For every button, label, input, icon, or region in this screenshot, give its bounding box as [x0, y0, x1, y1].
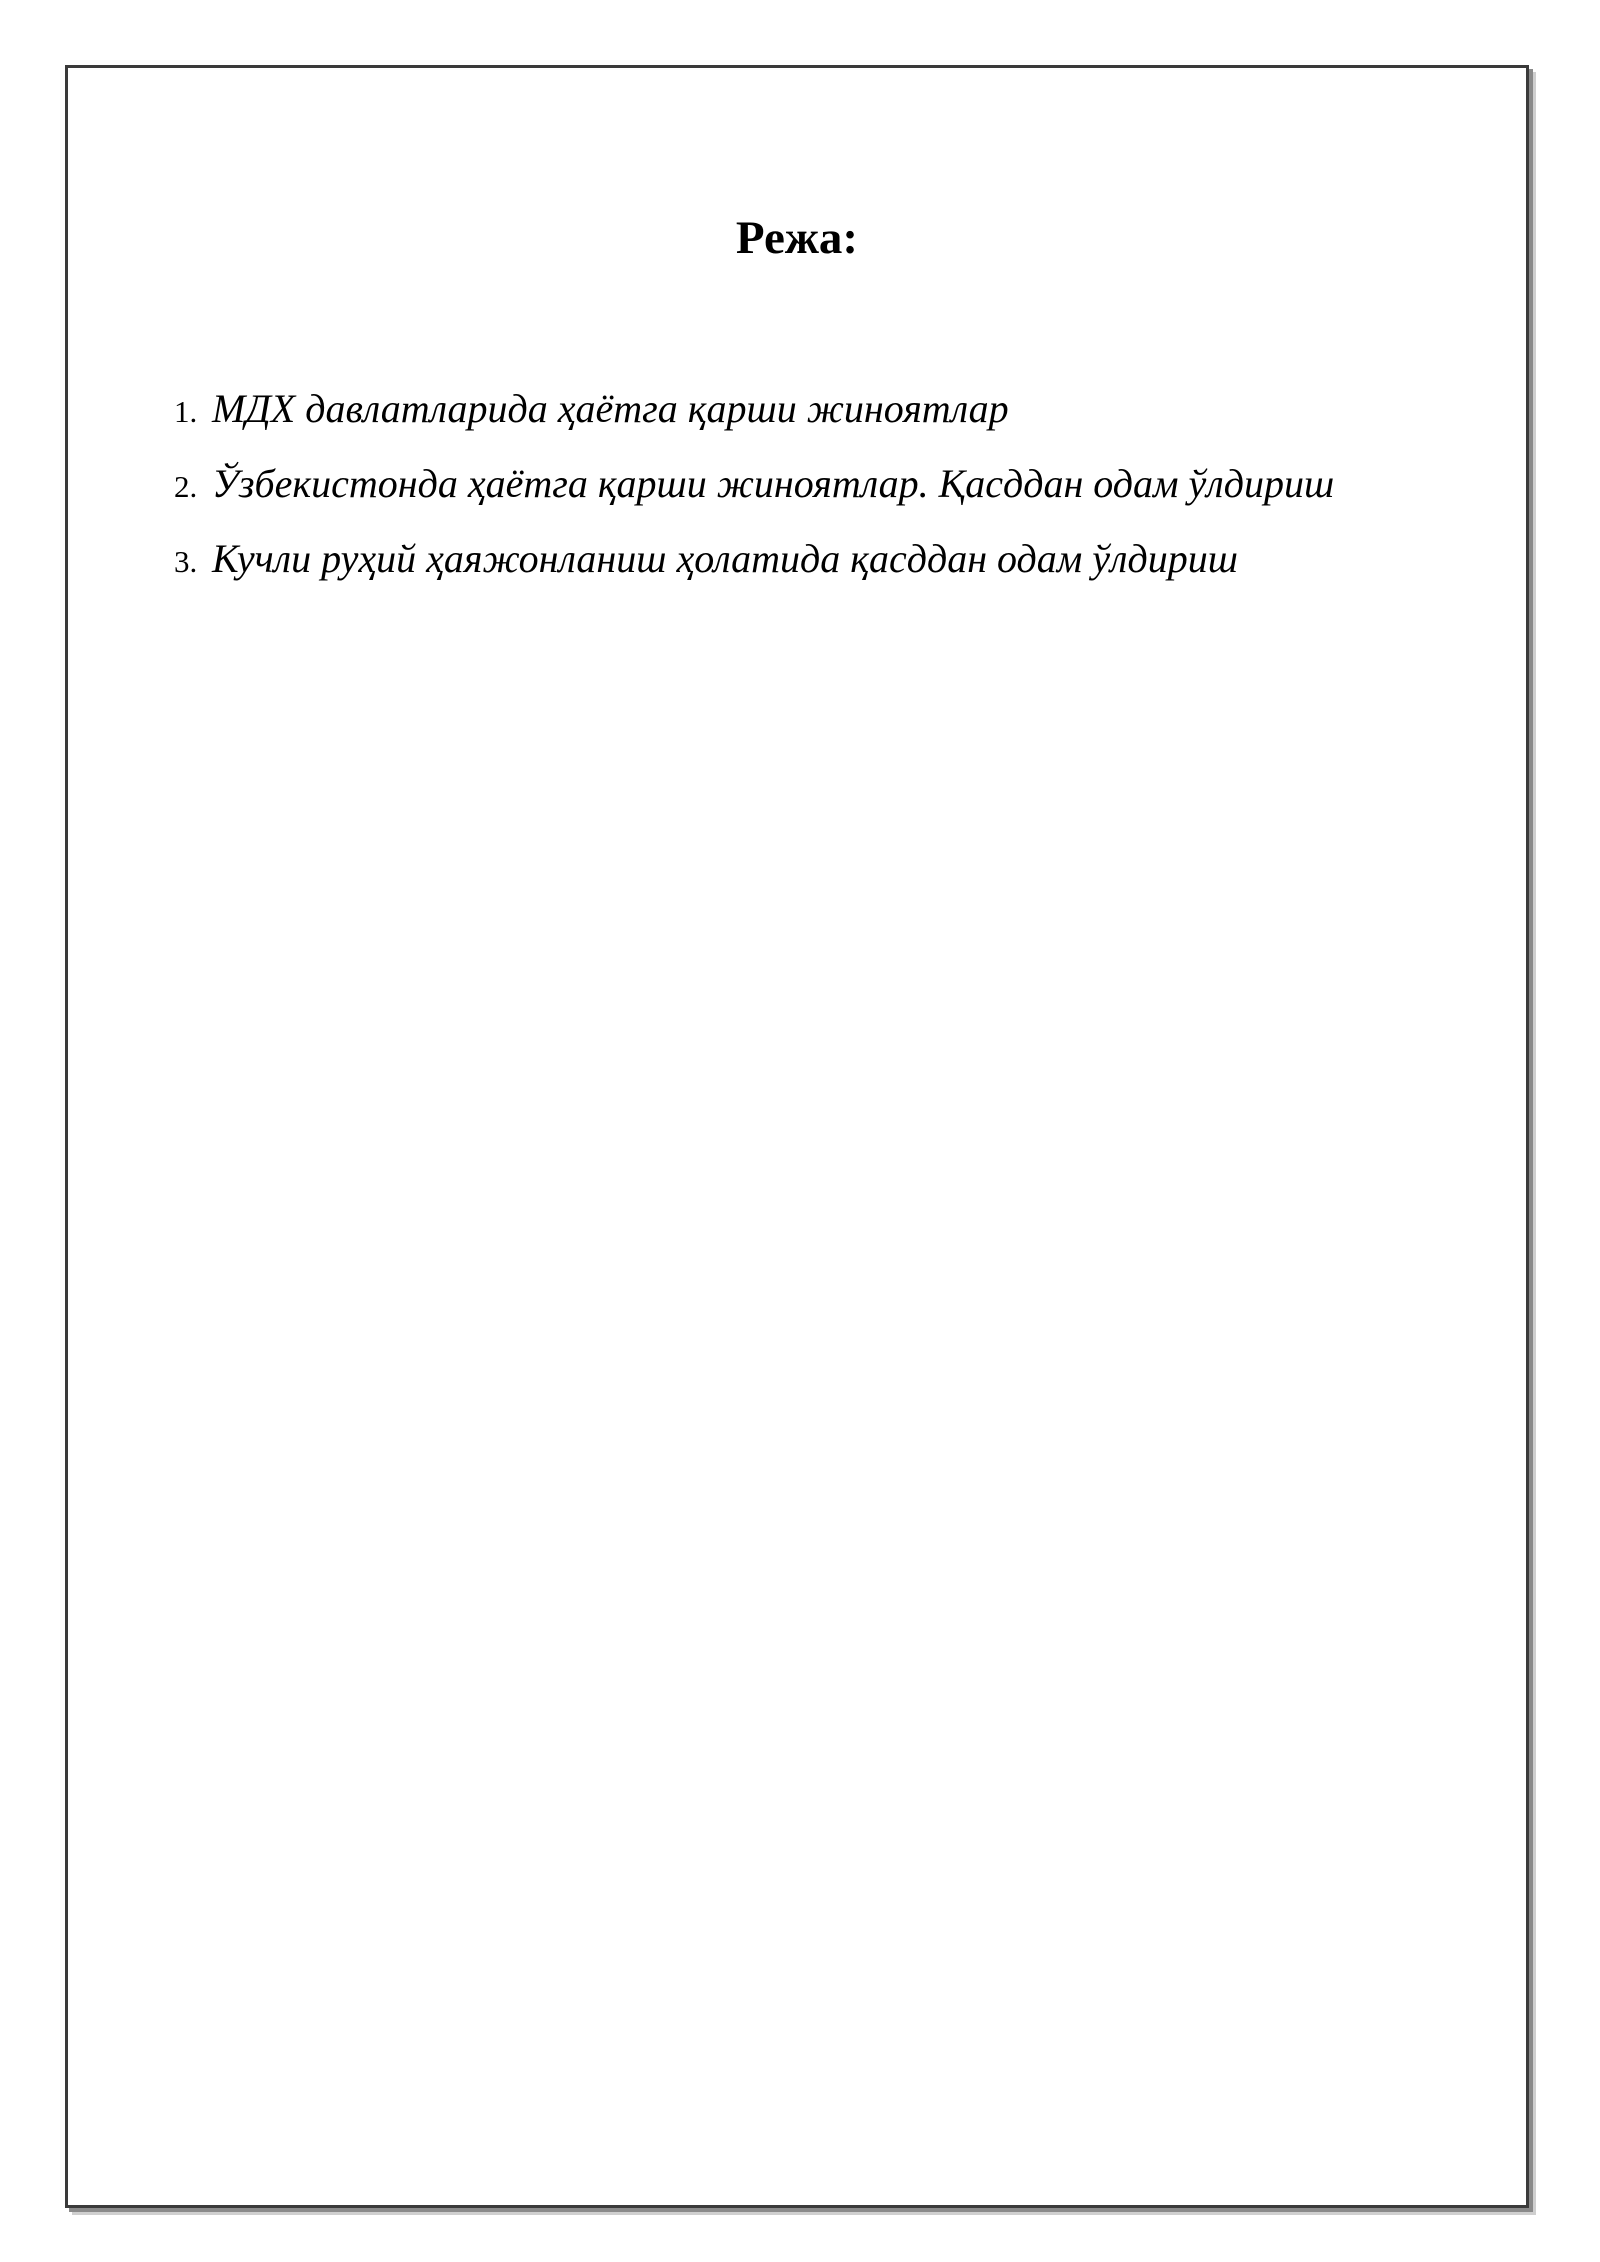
page-frame [65, 65, 1529, 2208]
plan-item-text: МДХ давлатларида ҳаётга қарши жиноятлар [212, 386, 1009, 431]
plan-item-3 [174, 534, 1334, 609]
plan-item-number: 3. [174, 544, 198, 579]
plan-item-1 [174, 384, 1334, 459]
plan-item-2 [174, 459, 1334, 534]
plan-item-text: Кучли руҳий ҳаяжонланиш ҳолатида қасддан одам ўлдириш [212, 536, 1238, 581]
plan-item-text: Ўзбекистонда ҳаётга қарши жиноятлар. Қасддан одам ўлдириш [212, 461, 1335, 506]
plan-item-number: 1. [174, 394, 198, 429]
plan-list [174, 384, 1334, 609]
plan-item-number: 2. [174, 469, 198, 504]
page-title: Режа: [735, 212, 859, 264]
